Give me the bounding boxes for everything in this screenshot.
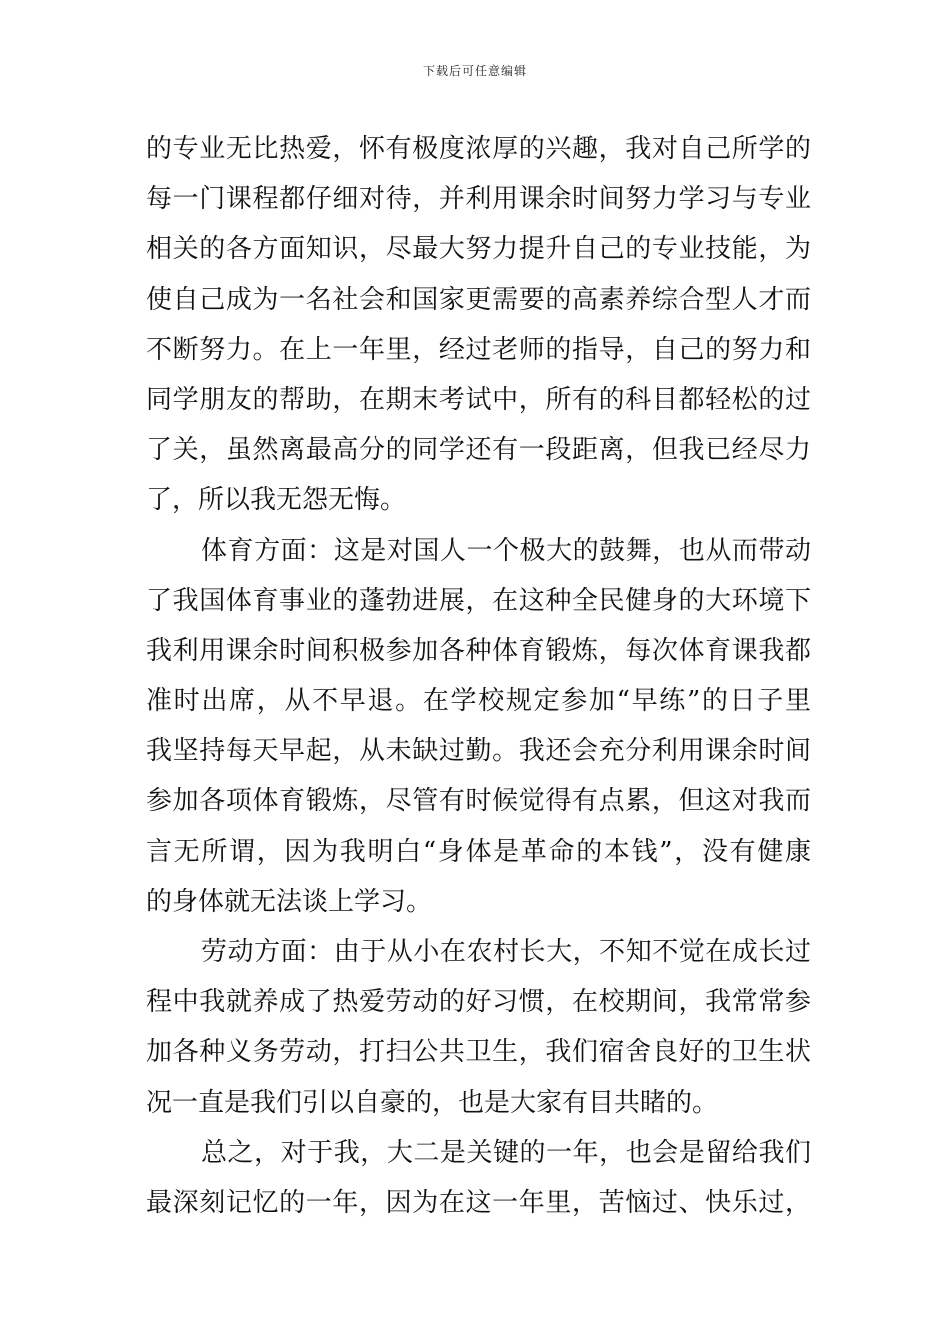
- text-line: 每一门课程都仔细对待，并利用课余时间努力学习与专业: [146, 184, 811, 215]
- text-line: 况一直是我们引以自豪的，也是大家有目共睹的。: [146, 1087, 719, 1118]
- paragraph-first-line: 总之，对于我，大二是关键的一年，也会是留给我们: [201, 1137, 811, 1168]
- text-line: 了我国体育事业的蓬勃进展，在这种全民健身的大环境下: [146, 585, 811, 616]
- text-line: 参加各项体育锻炼，尽管有时候觉得有点累，但这对我而: [146, 786, 811, 817]
- text-line: 相关的各方面知识，尽最大努力提升自己的专业技能，为: [146, 234, 811, 265]
- text-line: 的专业无比热爱，怀有极度浓厚的兴趣，我对自己所学的: [146, 134, 811, 164]
- text-line: 言无所谓，因为我明白“身体是革命的本钱”，没有健康: [146, 836, 811, 867]
- text-line: 了关，虽然离最高分的同学还有一段距离，但我已经尽力: [146, 435, 811, 466]
- text-line: 我坚持每天早起，从未缺过勤。我还会充分利用课余时间: [146, 736, 811, 767]
- text-line: 的身体就无法谈上学习。: [146, 886, 433, 917]
- text-line: 程中我就养成了热爱劳动的好习惯，在校期间，我常常参: [146, 987, 811, 1018]
- text-line: 我利用课余时间积极参加各种体育锻炼，每次体育课我都: [146, 635, 811, 666]
- paragraph-first-line: 体育方面：这是对国人一个极大的鼓舞，也从而带动: [201, 535, 811, 566]
- text-line: 同学朋友的帮助，在期末考试中，所有的科目都轻松的过: [146, 384, 811, 415]
- text-line: 了，所以我无怨无悔。: [146, 485, 407, 516]
- text-line: 使自己成为一名社会和国家更需要的高素养综合型人才而: [146, 284, 811, 315]
- text-line: 不断努力。在上一年里，经过老师的指导，自己的努力和: [146, 334, 811, 365]
- document-body: [146, 124, 811, 1228]
- text-line: 加各种义务劳动，打扫公共卫生，我们宿舍良好的卫生状: [146, 1037, 811, 1068]
- text-line: 最深刻记忆的一年，因为在这一年里，苦恼过、快乐过，: [146, 1187, 811, 1218]
- paragraph-first-line: 劳动方面：由于从小在农村长大，不知不觉在成长过: [201, 937, 811, 967]
- page-header: 下载后可任意编辑: [422, 64, 527, 78]
- text-line: 准时出席，从不早退。在学校规定参加“早练”的日子里: [146, 686, 811, 717]
